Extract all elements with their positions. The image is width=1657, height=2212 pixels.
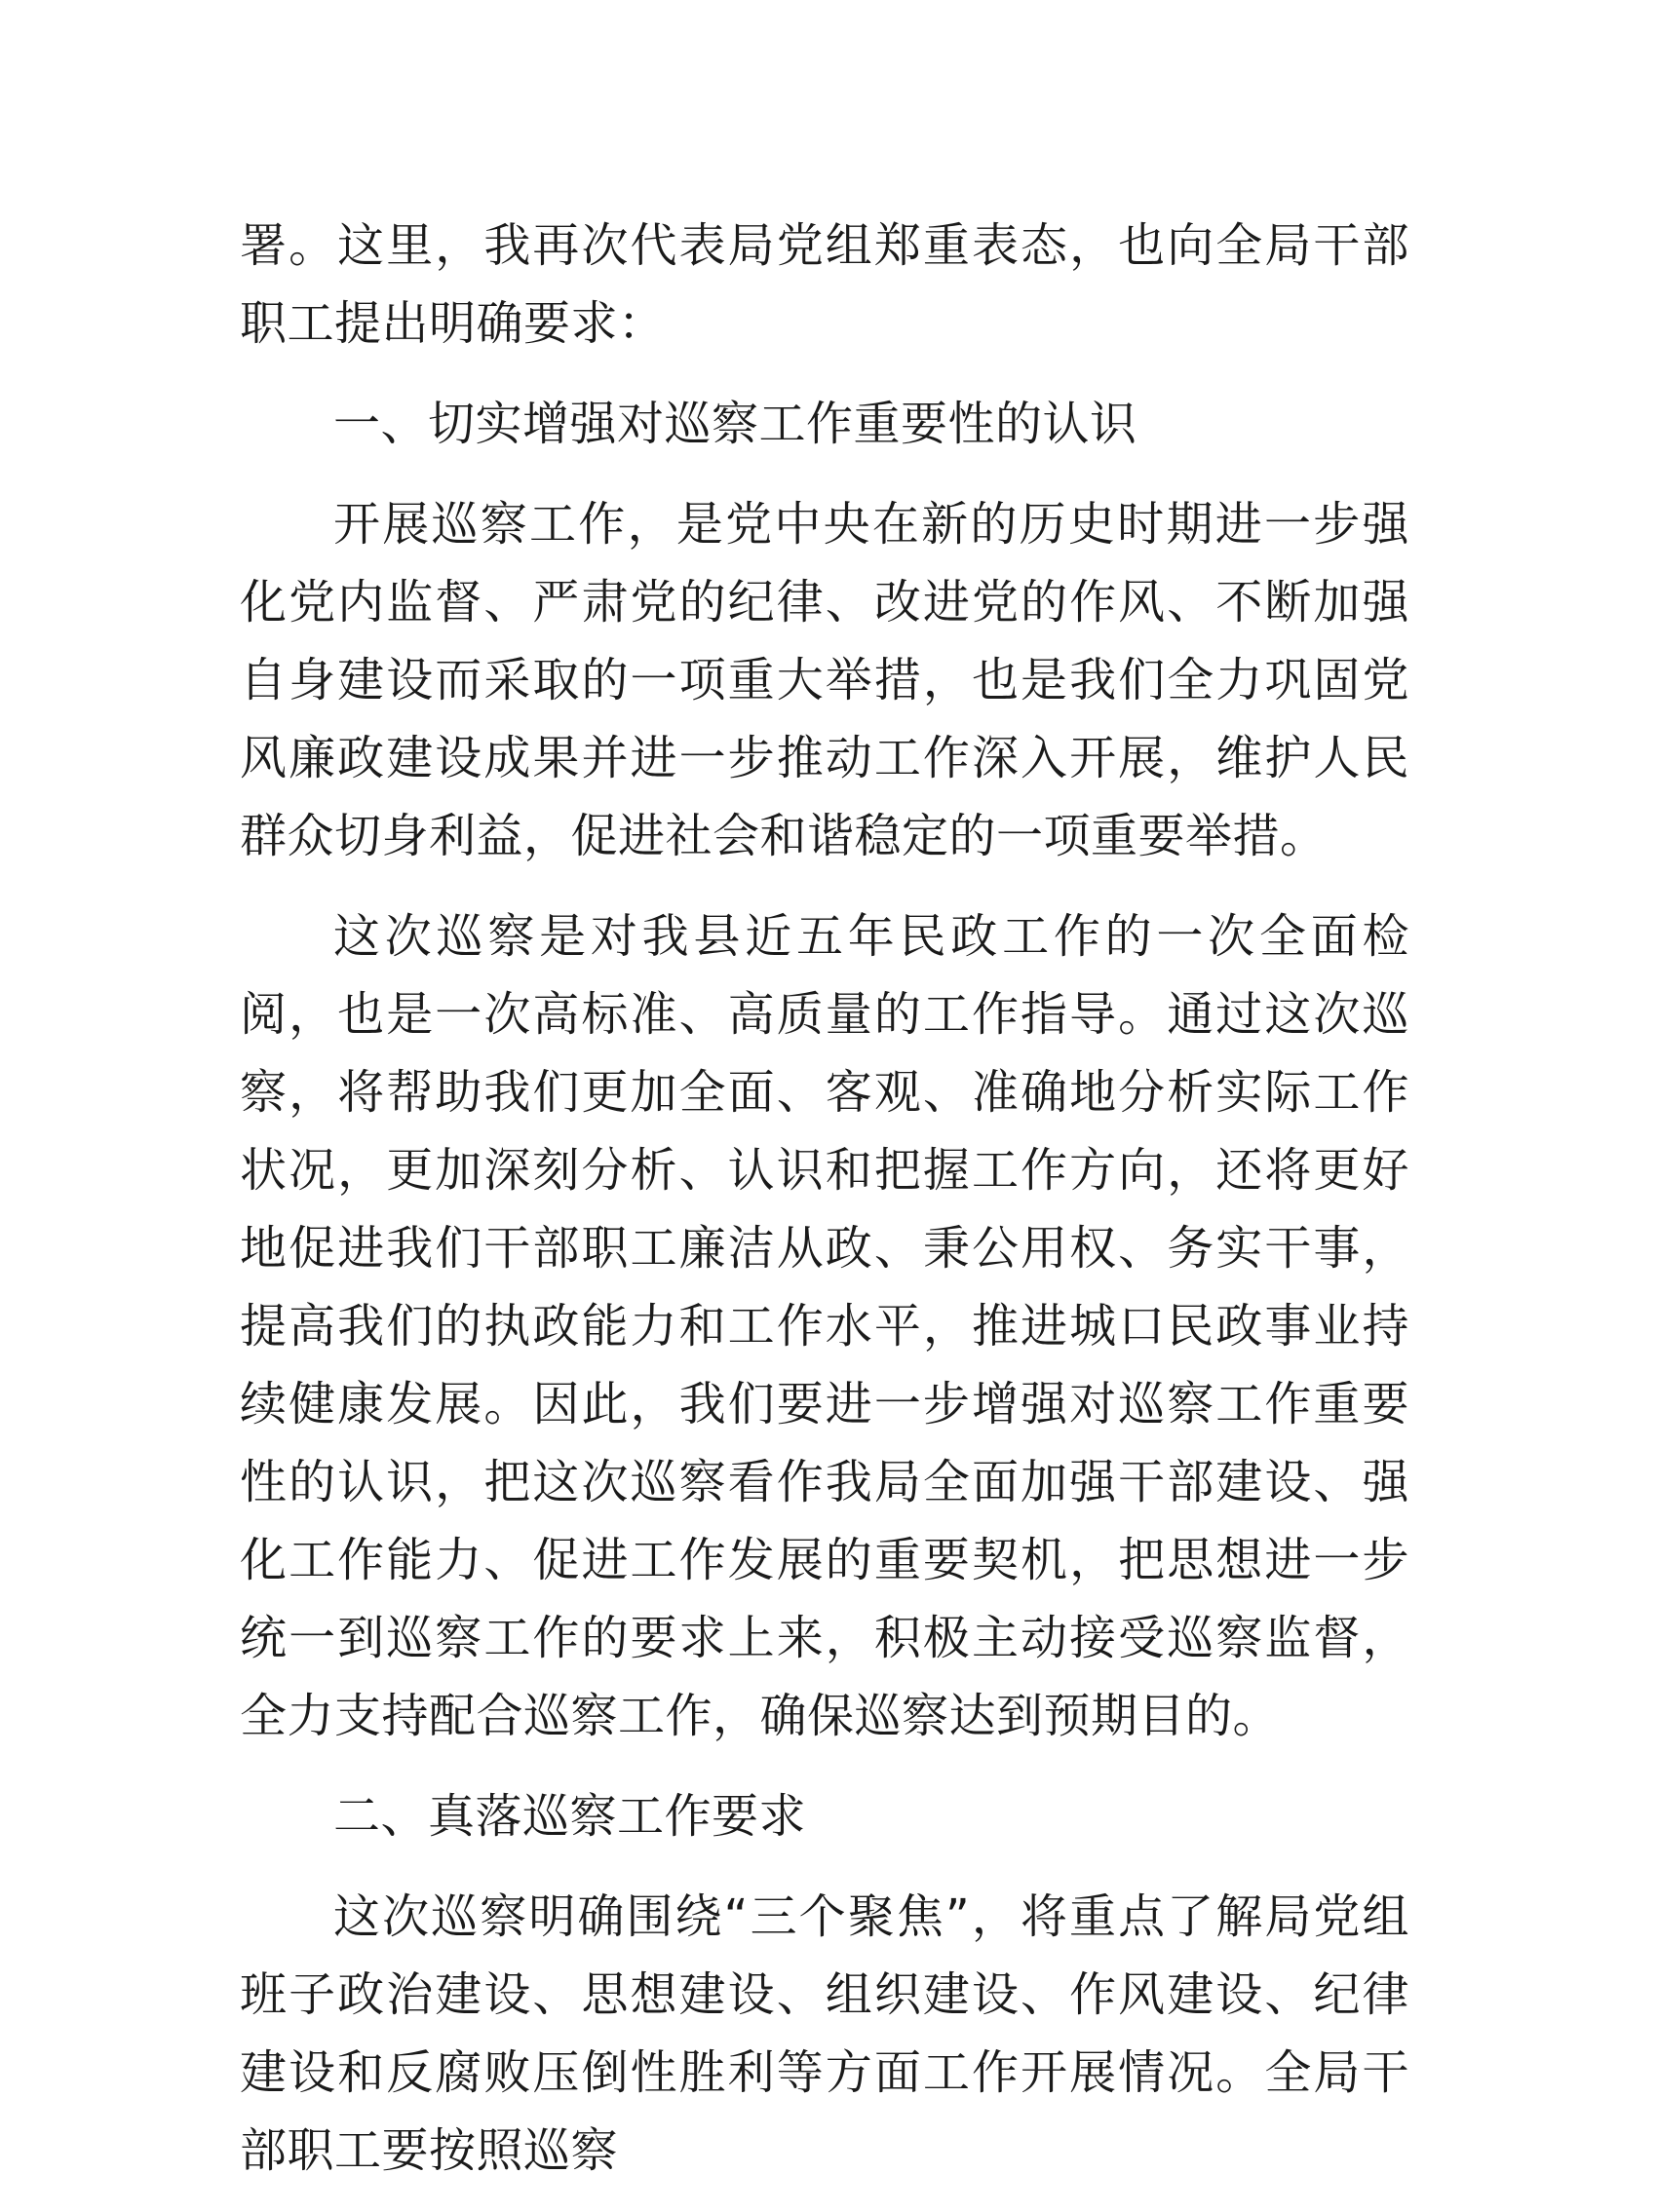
document-body — [240, 207, 1409, 2212]
paragraph-significance: 开展巡察工作，是党中央在新的历史时期进一步强化党内监督、严肃党的纪律、改进党的作风、不断加强自身建设而采取的一项重大举措，也是我们全力巩固党风廉政建设成果并进一步推动工作深入开展，维护人民群众切身利益，促进社会和谐稳定的一项重要举措。 — [240, 497, 1409, 863]
paragraph-requirements: 这次巡察明确围绕“三个聚焦”，将重点了解局党组班子政治建设、思想建设、组织建设、作风建设、纪律建设和反腐败压倒性胜利等方面工作开展情况。全局干部职工要按照巡察 — [240, 1889, 1409, 2178]
section-heading-1: 一、切实增强对巡察工作重要性的认识 — [333, 397, 1137, 451]
paragraph-inspection-review: 这次巡察是对我县近五年民政工作的一次全面检阅，也是一次高标准、高质量的工作指导。通过这次巡察，将帮助我们更加全面、客观、准确地分析实际工作状况，更加深刻分析、认识和把握工作方向，还将更好地促进我们干部职工廉洁从政、秉公用权、务实干事，提高我们的执政能力和工作水平，推进城口民政事业持续健康发展。因此，我们要进一步增强对巡察工作重要性的认识，把这次巡察看作我局全面加强干部建设、强化工作能力、促进工作发展的重要契机，把思想进一步统一到巡察工作的要求上来，积极主动接受巡察监督，全力支持配合巡察工作，确保巡察达到预期目的。 — [240, 909, 1409, 1743]
section-heading-2: 二、真落巡察工作要求 — [333, 1789, 807, 1844]
paragraph-continuation: 署。这里，我再次代表局党组郑重表态，也向全局干部职工提出明确要求： — [240, 218, 1409, 351]
